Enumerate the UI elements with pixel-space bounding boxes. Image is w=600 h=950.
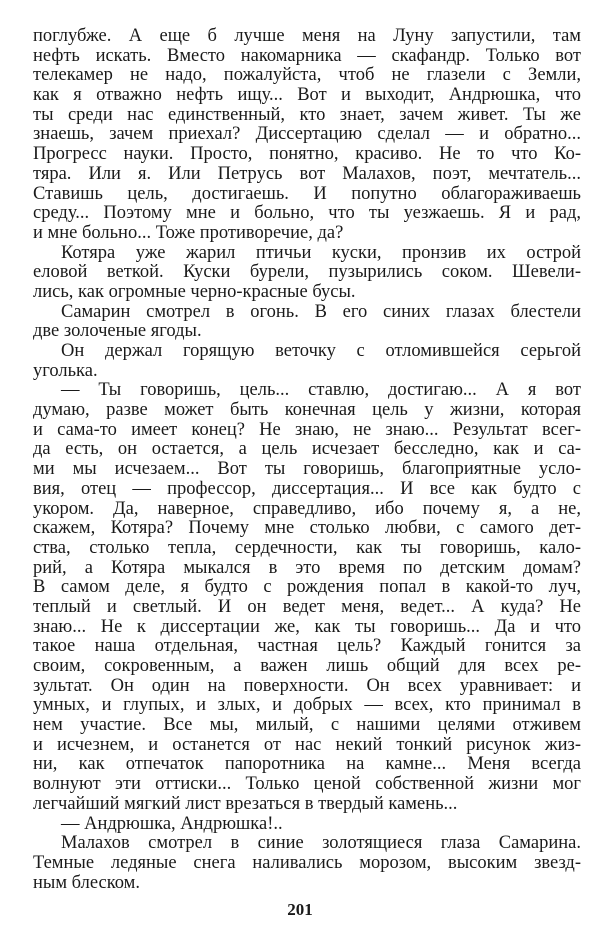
text-line: волнуют эти оттиски... Только ценой собственной жизни мог <box>33 774 581 795</box>
page-number: 201 <box>287 900 313 919</box>
text-line: думаю, разве может быть конечная цель у жизни, которая <box>33 400 581 421</box>
text-line: легчайший мягкий лист врезаться в твердый камень... <box>33 793 458 814</box>
paragraph <box>33 815 581 835</box>
text-line: такое наша отдельная, частная цель? Каждый гонится за <box>33 636 581 657</box>
text-line: и сама-то имеет конец? Не знаю, не знаю... Результат всег- <box>33 419 581 440</box>
text-line: — Андрюшка, Андрюшка!.. <box>61 813 283 834</box>
text-line: нем участие. Все мы, милый, с нашими целями отживем <box>33 715 581 736</box>
text-line: лись, как огромные черно-красные бусы. <box>33 281 356 302</box>
text-line: зультат. Он один на поверхности. Он всех уравнивает: и <box>33 675 581 696</box>
text-line: скажем, Котяра? Почему мне столько любви, с самого дет- <box>33 518 581 539</box>
text-line: поглубже. А еще б лучше меня на Луну запустили, там <box>33 26 581 46</box>
paragraph <box>33 381 581 814</box>
text-line: умных, и глупых, и злых, и добрых — всех, кто принимал в <box>33 695 581 716</box>
text-line: ты среди нас единственный, кто знает, зачем живет. Ты же <box>33 104 581 125</box>
text-line: знаешь, зачем приехал? Диссертацию сделал — и обратно... <box>33 124 581 145</box>
paragraph <box>33 244 581 303</box>
text-line: как я отважно нефть ищу... Вот и выходит, Андрюшка, что <box>33 85 581 106</box>
text-line: рий, а Котяра мыкался в это время по детским домам? <box>33 557 581 578</box>
text-line: и исчезнем, и останется от нас некий тонкий рисунок жиз- <box>33 734 581 755</box>
text-line: вия, отец — профессор, диссертация... И все как будто с <box>33 478 581 499</box>
text-line: ства, столько тепла, сердечности, как ты говоришь, кало- <box>33 537 581 558</box>
text-line: — Ты говоришь, цель... ставлю, достигаю... А я вот <box>61 380 581 401</box>
text-line: и мне больно... Тоже противоречие, да? <box>33 222 344 243</box>
text-line: Темные ледяные снега наливались морозом, высоким звезд- <box>33 852 581 873</box>
text-line: В самом деле, я будто с рождения попал в какой-то луч, <box>33 577 581 598</box>
text-line: Он держал горящую веточку с отломившейся серьгой <box>61 341 581 361</box>
text-line: две золоченые ягоды. <box>33 321 202 342</box>
text-line: нефть искать. Вместо накомарника — скафандр. Только вот <box>33 45 581 66</box>
text-line: своим, сокровенным, а важен лишь общий для всех ре- <box>33 656 581 676</box>
text-line: Малахов смотрел в синие золотящиеся глаза Самарина. <box>61 833 581 854</box>
text-line: ным блеском. <box>33 872 141 893</box>
text-line: телекамер не надо, пожалуйста, чтоб не глазели с Земли, <box>33 65 581 86</box>
text-line: тяра. Или я. Или Петрусь вот Малахов, поэт, мечтатель... <box>33 163 581 184</box>
paragraph <box>33 27 581 244</box>
text-line: знаю... Не к диссертации же, как ты говоришь... Да и что <box>33 616 581 637</box>
text-line: ми мы исчезаем... Вот ты говоришь, благоприятные усло- <box>33 459 581 480</box>
paragraph <box>33 342 581 381</box>
text-line: среду... Поэтому мне и больно, что ты уезжаешь. Я и рад, <box>33 203 581 224</box>
text-line: Самарин смотрел в огонь. В его синих глазах блестели <box>61 301 581 322</box>
text-line: да есть, он остается, а цель исчезает бесследно, как и са- <box>33 439 581 460</box>
paragraph <box>33 303 581 342</box>
page-body <box>33 27 581 893</box>
paragraph <box>33 834 581 893</box>
text-line: ни, как отпечаток папоротника на камне... Меня всегда <box>33 754 581 775</box>
text-line: уголька. <box>33 360 98 381</box>
text-line: укором. Да, наверное, справедливо, ибо почему я, а не, <box>33 498 581 519</box>
text-line: Ставишь цель, достигаешь. И попутно облагораживаешь <box>33 183 581 204</box>
text-line: Прогресс науки. Просто, понятно, красиво. Не то что Ко- <box>33 144 581 165</box>
text-line: еловой веткой. Куски бурели, пузырились соком. Шевели- <box>33 262 581 283</box>
text-line: теплый и светлый. И он ведет меня, ведет... А куда? Не <box>33 596 581 617</box>
text-line: Котяра уже жарил птичьи куски, пронзив их острой <box>61 242 581 263</box>
